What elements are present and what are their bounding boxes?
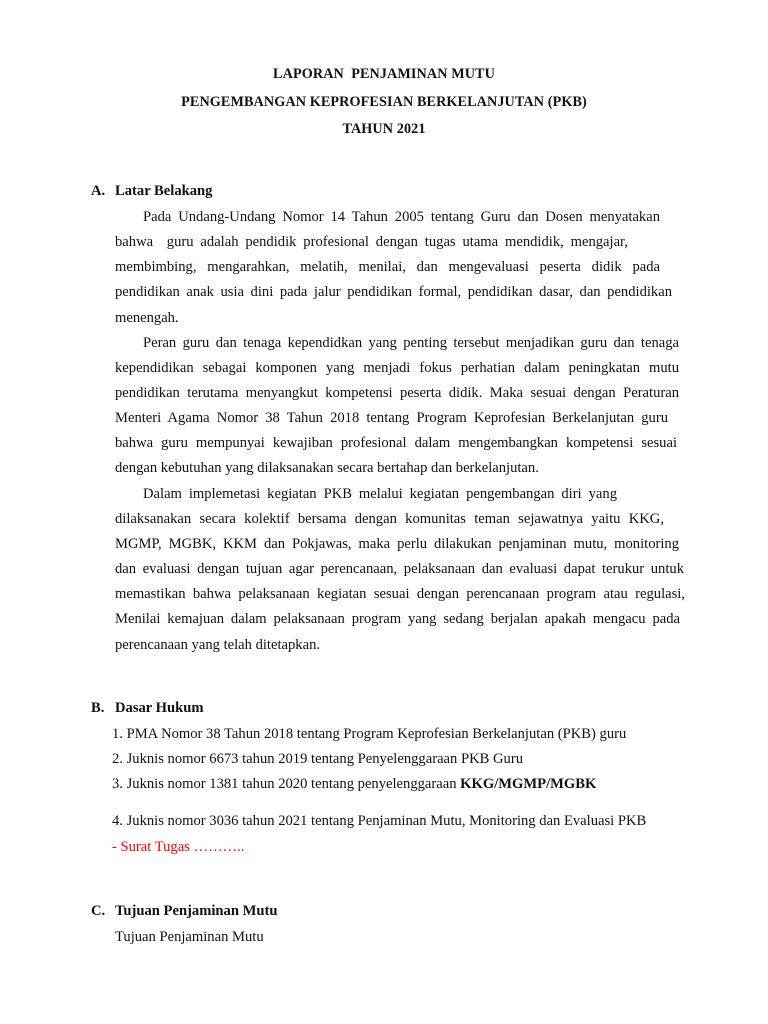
section-b-letter: B.	[91, 700, 105, 716]
section-a-line: dilaksanakan secara kolektif bersama dengan komunitas teman sejawatnya yaitu KKG,	[115, 511, 664, 527]
section-a-letter: A.	[91, 183, 106, 199]
section-c-title: Tujuan Penjaminan Mutu	[115, 903, 278, 919]
section-a-line: dengan kebutuhan yang dilaksanakan secara bertahap dan berkelanjutan.	[115, 460, 539, 476]
legal-basis-item-bold: KKG/MGMP/MGBK	[460, 776, 597, 792]
section-b-title: Dasar Hukum	[115, 700, 204, 716]
section-a-line: MGMP, MGBK, KKM dan Pokjawas, maka perlu dilakukan penjaminan mutu, monitoring	[115, 536, 679, 552]
section-a-line: memastikan bahwa pelaksanaan kegiatan sesuai dengan perencanaan program atau regulasi,	[115, 586, 685, 602]
legal-basis-item-text: 3. Juknis nomor 1381 tahun 2020 tentang penyelenggaraan	[112, 776, 461, 792]
section-a-line: bahwa guru adalah pendidik profesional dengan tugas utama mendidik, mengajar,	[115, 234, 628, 250]
section-a-line: pendidikan anak usia dini pada jalur pendidikan formal, pendidikan dasar, dan pendidikan	[115, 284, 672, 300]
section-a-line: Menteri Agama Nomor 38 Tahun 2018 tentang Program Keprofesian Berkelanjutan guru	[115, 410, 668, 426]
section-c-heading	[91, 903, 277, 920]
section-a-line: Menilai kemajuan dalam pelaksanaan program yang sedang berjalan apakah mengacu pada	[115, 611, 680, 627]
section-a-title: Latar Belakang	[115, 183, 213, 199]
section-a-line: kependidikan sebagai komponen yang menjadi fokus perhatian dalam peningkatan mutu	[115, 360, 679, 376]
section-a-line: membimbing, mengarahkan, melatih, menilai, dan mengevaluasi peserta didik pada	[115, 259, 660, 275]
document-title-line-1: LAPORAN PENJAMINAN MUTU	[273, 66, 495, 82]
legal-basis-item: 2. Juknis nomor 6673 tahun 2019 tentang Penyelenggaraan PKB Guru	[112, 751, 523, 767]
document-title-line-2: PENGEMBANGAN KEPROFESIAN BERKELANJUTAN (PKB)	[181, 94, 587, 110]
section-a-line: pendidikan terutama menyangkut kompetensi peserta didik. Maka sesuai dengan Peraturan	[115, 385, 679, 401]
section-a-line: menengah.	[115, 310, 179, 326]
section-a-heading	[91, 183, 212, 200]
section-a-line: perencanaan yang telah ditetapkan.	[115, 637, 321, 653]
legal-basis-item: 1. PMA Nomor 38 Tahun 2018 tentang Program Keprofesian Berkelanjutan (PKB) guru	[112, 726, 627, 742]
surat-tugas-note: - Surat Tugas ………..	[112, 839, 245, 855]
section-a-line: Dalam implemetasi kegiatan PKB melalui kegiatan pengembangan diri yang	[143, 486, 617, 502]
section-c-letter: C.	[91, 903, 106, 919]
legal-basis-item	[112, 776, 596, 793]
section-a-line: dan evaluasi dengan tujuan agar perencanaan, pelaksanaan dan evaluasi dapat terukur untuk	[115, 561, 684, 577]
legal-basis-item: 4. Juknis nomor 3036 tahun 2021 tentang Penjaminan Mutu, Monitoring dan Evaluasi PKB	[112, 813, 647, 829]
document-title-line-3: TAHUN 2021	[342, 121, 426, 137]
section-a-line: Peran guru dan tenaga kependidkan yang penting tersebut menjadikan guru dan tenaga	[143, 335, 679, 351]
section-c-body: Tujuan Penjaminan Mutu	[115, 929, 264, 945]
section-a-line: bahwa guru mempunyai kewajiban profesional dalam mengembangkan kompetensi sesuai	[115, 435, 677, 451]
section-a-line: Pada Undang-Undang Nomor 14 Tahun 2005 tentang Guru dan Dosen menyatakan	[143, 209, 660, 225]
section-b-heading	[91, 700, 204, 717]
